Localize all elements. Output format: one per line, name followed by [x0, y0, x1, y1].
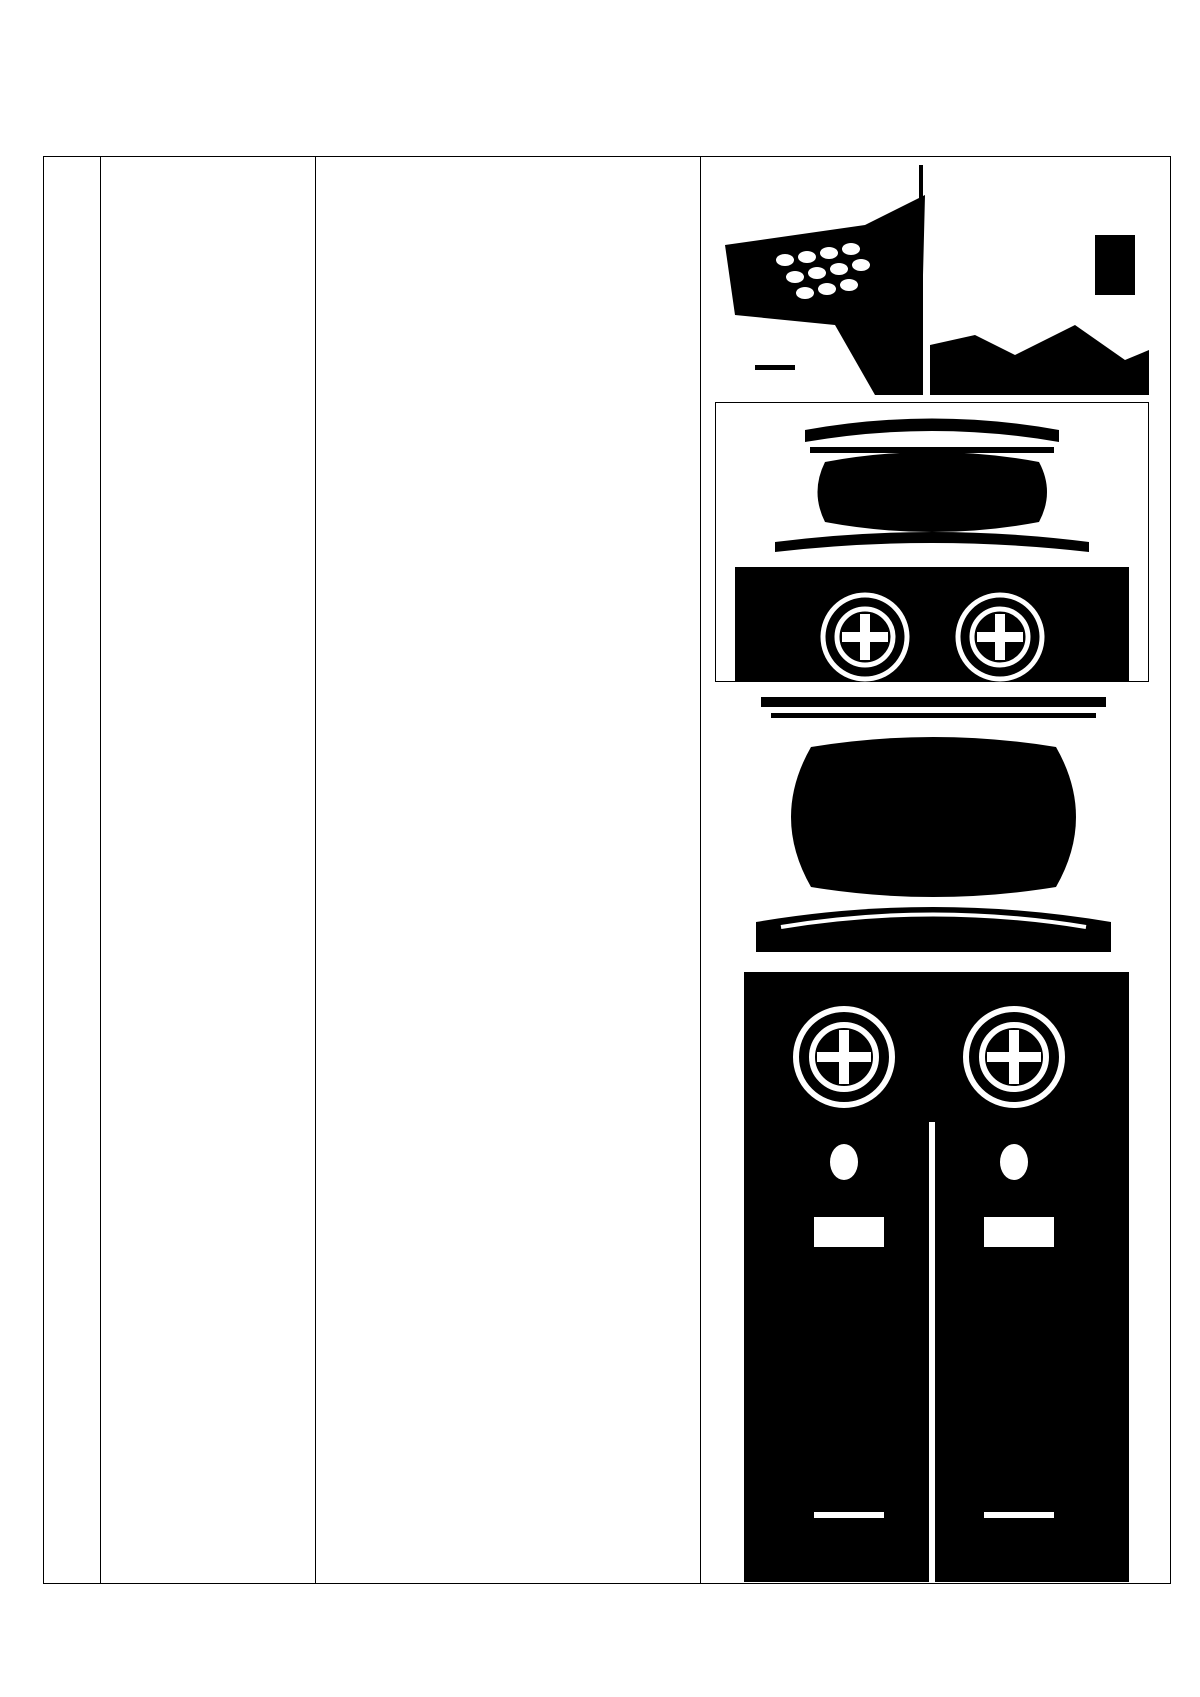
photo-oval-frame — [741, 687, 1126, 952]
photo-door — [744, 972, 1129, 1582]
number-cell — [44, 157, 101, 1584]
photo-roof-detail — [715, 165, 1149, 395]
photo-transom — [715, 402, 1149, 682]
photo-cell — [701, 157, 1171, 1584]
table-row — [44, 157, 1171, 1584]
description-table — [43, 156, 1171, 1584]
description-cell — [316, 157, 701, 1584]
element-cell — [101, 157, 316, 1584]
